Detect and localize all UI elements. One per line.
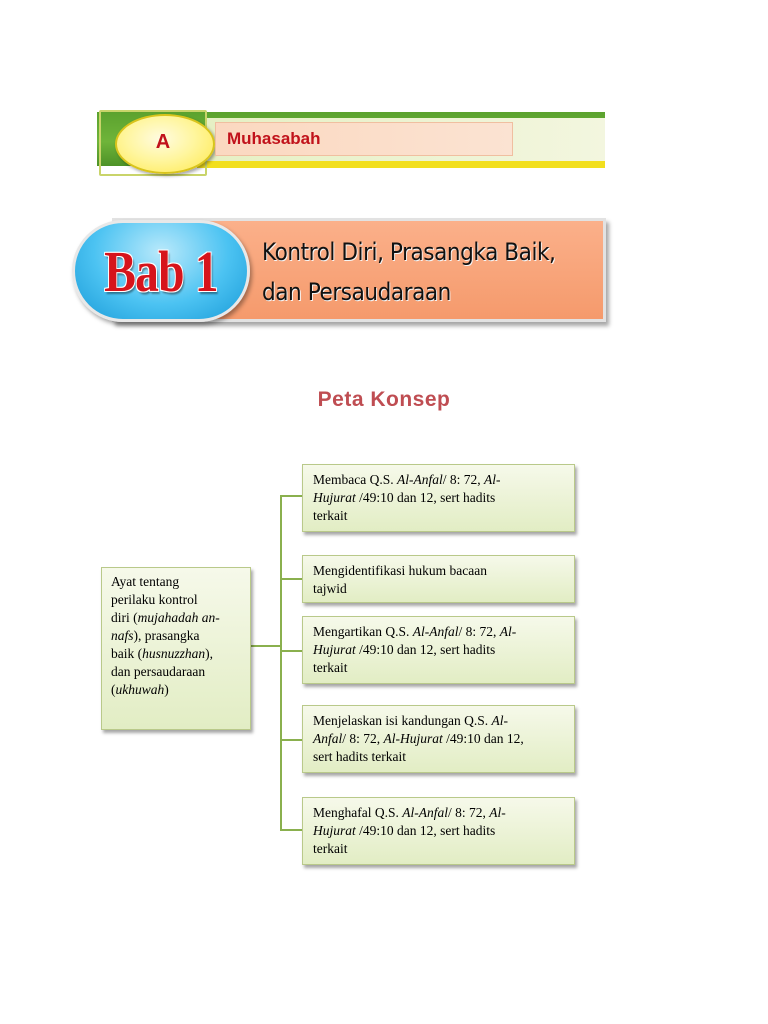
concept-item-line <box>313 748 566 766</box>
concept-item-line <box>313 507 566 525</box>
root-text: ) <box>164 682 169 697</box>
concept-item-text: Membaca Q.S. <box>313 472 397 487</box>
concept-item-text: sert hadits terkait <box>313 749 406 764</box>
concept-item-line <box>313 730 566 748</box>
concept-item-text: Mengartikan Q.S. <box>313 624 413 639</box>
concept-item-line <box>313 580 566 598</box>
concept-item-text: / 8: 72, <box>458 624 500 639</box>
concept-item-text-italic: Al- <box>489 805 506 820</box>
concept-item-text: /49:10 dan 12, sert hadits <box>355 823 496 838</box>
concept-item-line <box>313 623 566 641</box>
connector-branch-1 <box>280 495 302 497</box>
concept-item-line <box>313 489 566 507</box>
concept-item-box-1 <box>302 464 575 532</box>
concept-item-text: Mengidentifikasi hukum bacaan <box>313 563 487 578</box>
chapter-title <box>262 232 568 312</box>
concept-item-text: terkait <box>313 841 348 856</box>
concept-item-text-italic: Hujurat <box>313 490 356 505</box>
concept-item-text: /49:10 dan 12, <box>442 731 524 746</box>
concept-item-line <box>313 712 566 730</box>
section-letter: A <box>155 130 171 153</box>
root-line-6 <box>111 663 244 681</box>
root-line-3 <box>111 609 244 627</box>
concept-item-text: / 8: 72, <box>342 731 384 746</box>
root-text: perilaku kontrol <box>111 592 198 607</box>
root-text: ( <box>111 682 116 697</box>
concept-item-box-5 <box>302 797 575 865</box>
root-text: dan persaudaraan <box>111 664 206 679</box>
concept-item-text-italic: Al-Anfal <box>412 624 459 639</box>
section-header <box>97 110 605 180</box>
root-text-italic: husnuzzhan <box>142 646 206 661</box>
connector-branch-3 <box>280 650 302 652</box>
concept-item-text: /49:10 dan 12, sert hadits <box>355 490 496 505</box>
concept-map-heading: Peta Konsep <box>317 388 451 411</box>
root-text: ), <box>205 646 214 661</box>
concept-item-line <box>313 840 566 858</box>
concept-item-line <box>313 822 566 840</box>
chapter-banner <box>72 216 612 328</box>
root-text: baik ( <box>111 646 143 661</box>
root-text: diri ( <box>111 610 138 625</box>
concept-item-text: Menjelaskan isi kandungan Q.S. <box>313 713 492 728</box>
connector-branch-2 <box>280 578 302 580</box>
concept-item-text-italic: Al- <box>484 472 501 487</box>
concept-item-line <box>313 641 566 659</box>
chapter-title-line-1: Kontrol Diri, Prasangka Baik, <box>262 238 556 266</box>
concept-item-text-italic: Hujurat <box>313 642 356 657</box>
root-line-1 <box>111 573 244 591</box>
concept-item-box-3 <box>302 616 575 684</box>
concept-item-line <box>313 804 566 822</box>
concept-item-text-italic: Al- <box>491 713 508 728</box>
concept-item-text: /49:10 dan 12, sert hadits <box>355 642 496 657</box>
root-line-2 <box>111 591 244 609</box>
concept-item-line <box>313 562 566 580</box>
concept-item-box-4 <box>302 705 575 773</box>
connector-branch-5 <box>280 829 302 831</box>
concept-item-text-italic: Anfal <box>313 731 343 746</box>
connector-branch-4 <box>280 739 302 741</box>
root-text: Ayat tentang <box>111 574 180 589</box>
concept-item-text-italic: Al-Anfal <box>396 472 443 487</box>
concept-item-line <box>313 659 566 677</box>
concept-item-text-italic: Al-Hujurat <box>383 731 443 746</box>
root-text-italic: mujahadah an- <box>137 610 220 625</box>
root-line-4 <box>111 627 244 645</box>
root-line-7 <box>111 681 244 699</box>
connector-root-to-trunk <box>251 645 281 647</box>
concept-item-text-italic: Al- <box>499 624 517 639</box>
root-text-italic: ukhuwah <box>115 682 165 697</box>
root-line-5 <box>111 645 244 663</box>
section-header-stripe <box>197 161 605 168</box>
connector-trunk <box>280 495 282 831</box>
root-text-italic: nafs <box>111 628 134 643</box>
concept-item-text-italic: Hujurat <box>313 823 356 838</box>
concept-item-text: terkait <box>313 508 348 523</box>
concept-item-text: tajwid <box>313 581 347 596</box>
chapter-label: Bab 1 <box>104 238 218 304</box>
section-title: Muhasabah <box>227 129 321 148</box>
concept-item-text: terkait <box>313 660 348 675</box>
concept-item-line <box>313 471 566 489</box>
root-text: ), prasangka <box>133 628 200 643</box>
concept-item-text-italic: Al-Anfal <box>402 805 448 820</box>
chapter-title-line-2: dan Persaudaraan <box>262 278 451 306</box>
concept-item-text: / 8: 72, <box>442 472 484 487</box>
concept-item-box-2 <box>302 555 575 603</box>
concept-item-text: / 8: 72, <box>447 805 490 820</box>
concept-root-box <box>101 567 251 730</box>
concept-item-text: Menghafal Q.S. <box>313 805 403 820</box>
